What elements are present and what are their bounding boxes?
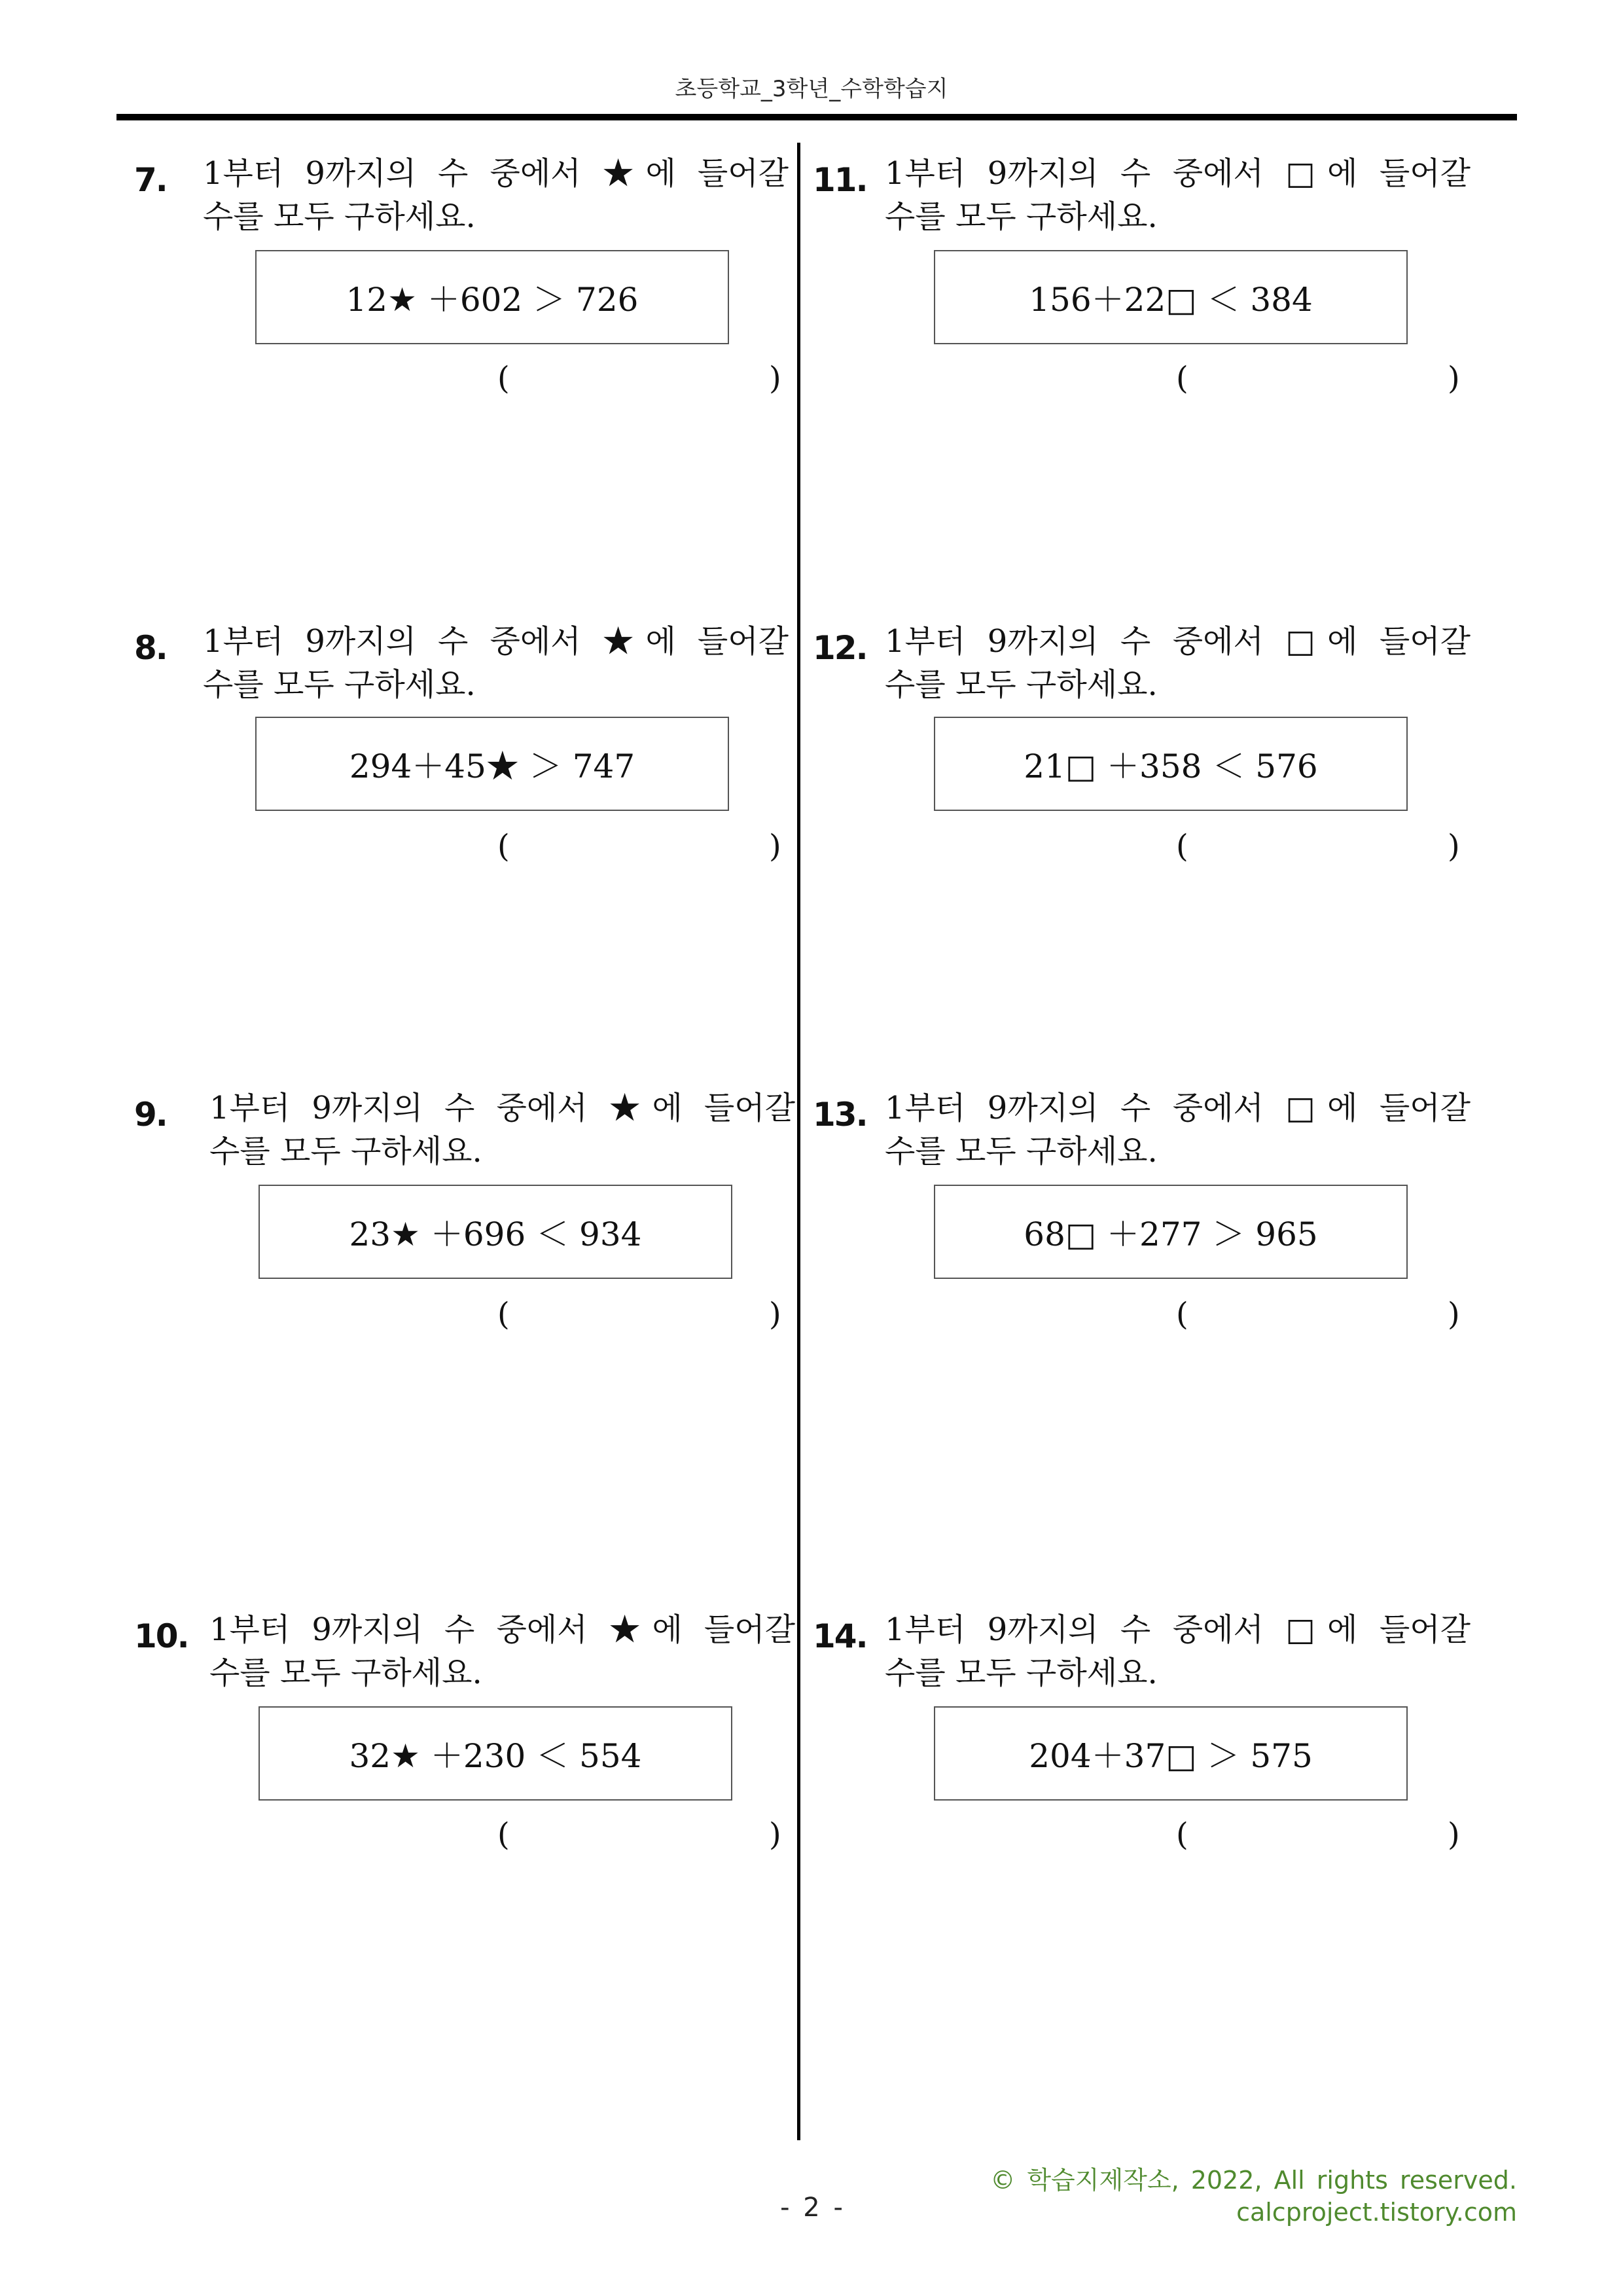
equation-box: 68□ ＋277 ＞ 965	[934, 1185, 1408, 1279]
problem-text-line2: 수를 모두 구하세요.	[209, 1133, 482, 1170]
problem-text	[209, 1608, 795, 1695]
problem-text-line2: 수를 모두 구하세요.	[885, 1655, 1158, 1691]
problem-number: 9.	[134, 1096, 167, 1134]
problem-number: 10.	[134, 1617, 188, 1655]
answer-paren-close: )	[1448, 360, 1460, 397]
problem-text	[209, 1086, 795, 1173]
answer-paren-open: (	[1176, 1296, 1188, 1333]
answer-paren-open: (	[497, 828, 510, 865]
problem-number: 8.	[134, 629, 167, 667]
header-rule	[116, 114, 1517, 120]
problem-text-line1: 1부터 9까지의 수 중에서 □에 들어갈	[885, 1611, 1471, 1648]
problem-text-line2: 수를 모두 구하세요.	[885, 198, 1158, 235]
page-header-title: 초등학교_3학년_수학학습지	[675, 76, 948, 102]
equation-box: 294＋45★ ＞ 747	[255, 717, 729, 811]
equation-box: 32★ ＋230 ＜ 554	[259, 1706, 732, 1801]
problem-text-line1: 1부터 9까지의 수 중에서 □에 들어갈	[885, 1090, 1471, 1126]
answer-paren-open: (	[497, 1816, 510, 1853]
answer-paren-close: )	[769, 1296, 781, 1333]
problem-text	[885, 1086, 1471, 1173]
answer-paren-open: (	[497, 360, 510, 397]
problem-text	[203, 152, 789, 238]
answer-paren-open: (	[1176, 360, 1188, 397]
answer-paren-close: )	[769, 360, 781, 397]
answer-paren-close: )	[769, 828, 781, 865]
equation-box: 23★ ＋696 ＜ 934	[259, 1185, 732, 1279]
problem-text-line1: 1부터 9까지의 수 중에서 ★에 들어갈	[203, 155, 789, 192]
problem-number: 11.	[813, 161, 867, 199]
problem-text-line1: 1부터 9까지의 수 중에서 ★에 들어갈	[209, 1611, 795, 1648]
answer-paren-close: )	[769, 1816, 781, 1853]
problem-text-line1: 1부터 9까지의 수 중에서 ★에 들어갈	[203, 623, 789, 660]
page-number: - 2 -	[780, 2193, 843, 2223]
answer-paren-close: )	[1448, 828, 1460, 865]
problem-number: 12.	[813, 629, 867, 667]
equation-box: 21□ ＋358 ＜ 576	[934, 717, 1408, 811]
footer-copyright: © 학습지제작소, 2022, All rights reserved.	[990, 2166, 1517, 2195]
answer-paren-close: )	[1448, 1816, 1460, 1853]
problem-text-line2: 수를 모두 구하세요.	[203, 666, 476, 703]
problem-text-line1: 1부터 9까지의 수 중에서 □에 들어갈	[885, 155, 1471, 192]
problem-text-line1: 1부터 9까지의 수 중에서 ★에 들어갈	[209, 1090, 795, 1126]
problem-number: 13.	[813, 1096, 867, 1134]
problem-text	[203, 620, 789, 706]
problem-text-line1: 1부터 9까지의 수 중에서 □에 들어갈	[885, 623, 1471, 660]
problem-text	[885, 152, 1471, 238]
problem-number: 14.	[813, 1617, 867, 1655]
answer-paren-open: (	[1176, 828, 1188, 865]
answer-paren-open: (	[1176, 1816, 1188, 1853]
problem-text-line2: 수를 모두 구하세요.	[203, 198, 476, 235]
problem-number: 7.	[134, 161, 167, 199]
answer-paren-open: (	[497, 1296, 510, 1333]
problem-text	[885, 1608, 1471, 1695]
problem-text-line2: 수를 모두 구하세요.	[885, 1133, 1158, 1170]
problem-text	[885, 620, 1471, 706]
problem-text-line2: 수를 모두 구하세요.	[209, 1655, 482, 1691]
equation-box: 204＋37□ ＞ 575	[934, 1706, 1408, 1801]
footer-url: calcproject.tistory.com	[1236, 2198, 1517, 2227]
problem-text-line2: 수를 모두 구하세요.	[885, 666, 1158, 703]
equation-box: 156＋22□ ＜ 384	[934, 250, 1408, 344]
equation-box: 12★ ＋602 ＞ 726	[255, 250, 729, 344]
answer-paren-close: )	[1448, 1296, 1460, 1333]
column-divider	[797, 143, 800, 2140]
